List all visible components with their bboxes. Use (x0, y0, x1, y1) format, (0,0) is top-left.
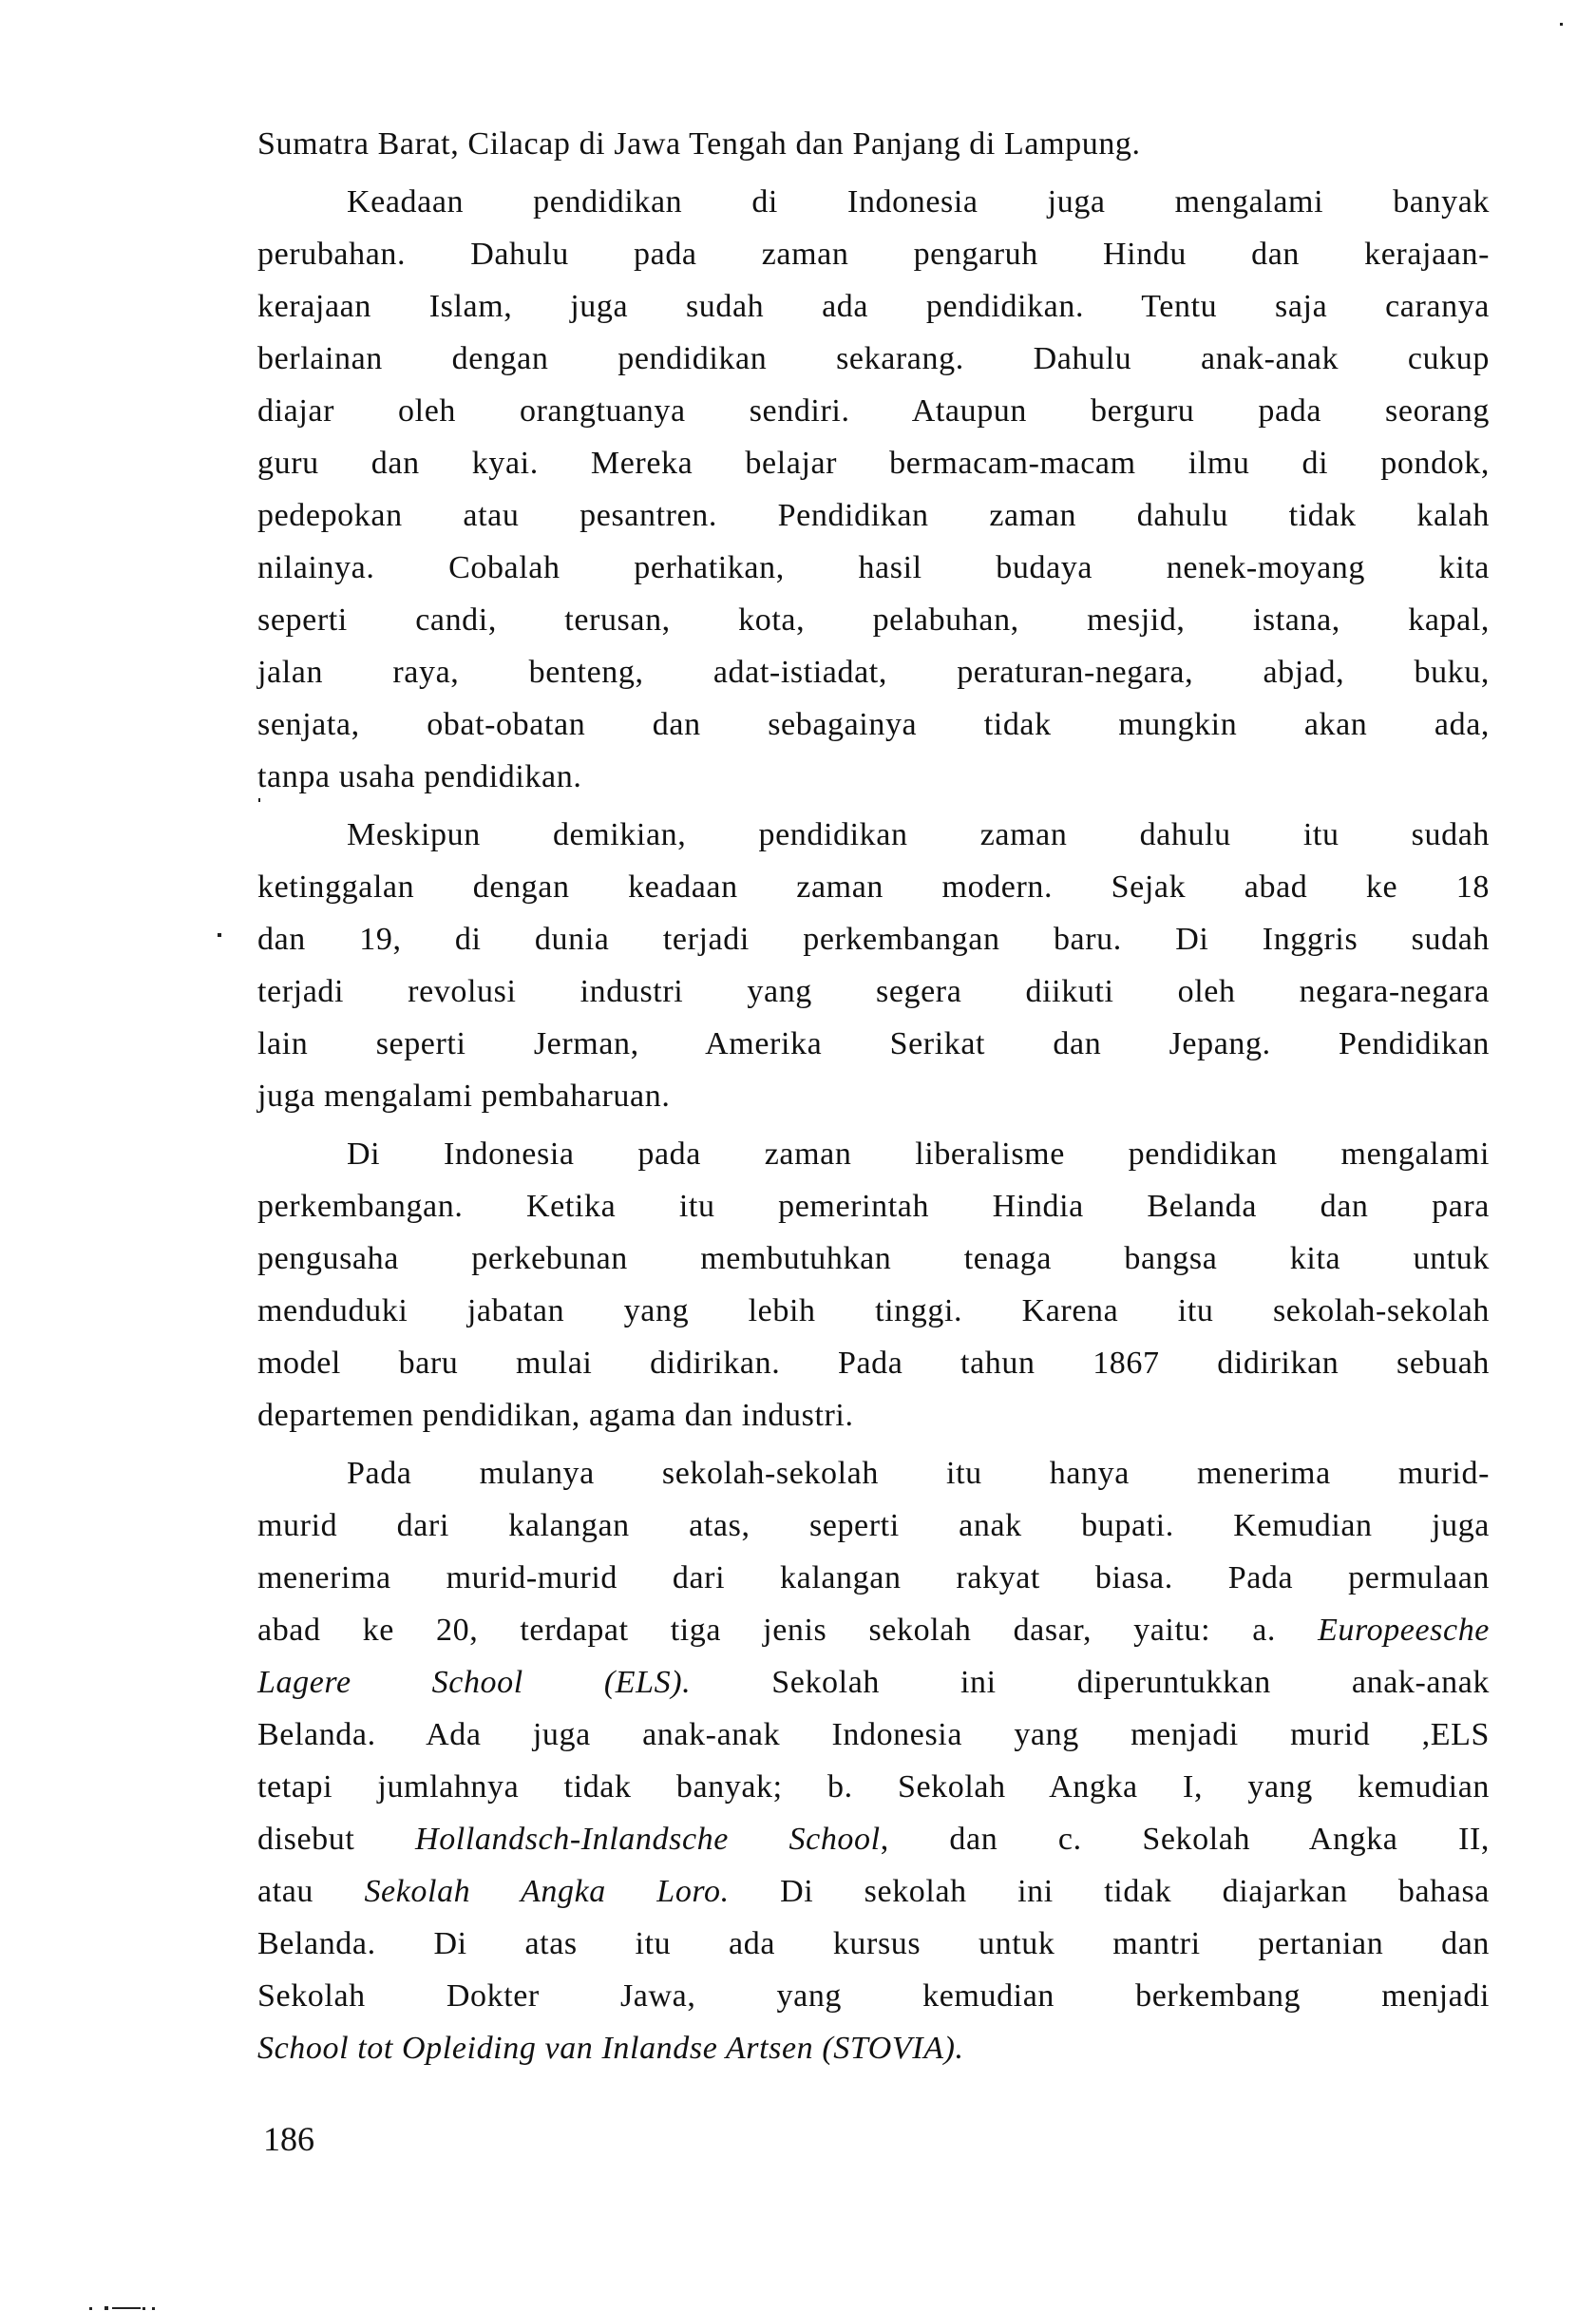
italic-term: Lagere School (ELS). (257, 1665, 692, 1700)
text-line: pedepokan atau pesantren. Pendidikan zaman dahulu tidak kalah (257, 498, 1490, 533)
text-line: menerima murid-murid dari kalangan rakyat biasa. Pada permulaan (257, 1560, 1490, 1595)
paragraph (257, 1447, 1490, 2074)
text-line: guru dan kyai. Mereka belajar bermacam-macam ilmu di pondok, (257, 446, 1490, 481)
paragraph (257, 1128, 1490, 1442)
italic-term: Hollandsch-Inlandsche School (415, 1822, 881, 1857)
text-line: ketinggalan dengan keadaan zaman modern. Sejak abad ke 18 (257, 869, 1490, 905)
paragraph (257, 809, 1490, 1122)
scan-speck (89, 2307, 92, 2310)
italic-term: School tot Opleiding van Inlandse Artsen (STOVIA). (257, 2031, 964, 2066)
body-text (257, 118, 1490, 2080)
text-line: nilainya. Cobalah perhatikan, hasil budaya nenek-moyang kita (257, 550, 1490, 585)
text-line (257, 1656, 1490, 1709)
scan-speck (142, 2307, 145, 2310)
text-line: departemen pendidikan, agama dan industri. (257, 1398, 854, 1433)
text-run: , dan c. Sekolah Angka II, (880, 1822, 1491, 1857)
text-line: jalan raya, benteng, adat-istiadat, peraturan-negara, abjad, buku, (257, 655, 1490, 690)
text-line: model baru mulai didirikan. Pada tahun 1867 didirikan sebuah (257, 1346, 1490, 1381)
text-line: menduduki jabatan yang lebih tinggi. Karena itu sekolah-sekolah (257, 1293, 1490, 1328)
scan-speck (218, 933, 221, 937)
text-run: atau (257, 1874, 365, 1909)
scan-speck (258, 798, 260, 802)
text-line: tanpa usaha pendidikan. (257, 759, 582, 794)
text-line: pengusaha perkebunan membutuhkan tenaga bangsa kita untuk (257, 1241, 1490, 1276)
text-line: Belanda. Di atas itu ada kursus untuk mantri pertanian dan (257, 1926, 1490, 1961)
page-number: 186 (263, 2120, 314, 2158)
text-line (257, 2022, 1490, 2074)
scan-speck (112, 2307, 141, 2309)
text-line (257, 1813, 1490, 1865)
text-line: berlainan dengan pendidikan sekarang. Dahulu anak-anak cukup (257, 341, 1490, 376)
text-line: Belanda. Ada juga anak-anak Indonesia yang menjadi murid ,ELS (257, 1717, 1490, 1752)
text-line (257, 1604, 1490, 1656)
text-line: perubahan. Dahulu pada zaman pengaruh Hindu dan kerajaan- (257, 237, 1490, 272)
paragraph (257, 118, 1490, 170)
paragraph (257, 176, 1490, 803)
text-line: perkembangan. Ketika itu pemerintah Hindia Belanda dan para (257, 1189, 1490, 1224)
text-line: terjadi revolusi industri yang segera diikuti oleh negara-negara (257, 974, 1490, 1009)
text-line: diajar oleh orangtuanya sendiri. Ataupun berguru pada seorang (257, 393, 1490, 429)
scan-speck (152, 2307, 155, 2310)
italic-term: Europeesche (1318, 1613, 1490, 1648)
text-line: juga mengalami pembaharuan. (257, 1079, 671, 1114)
text-line: Meskipun demikian, pendidikan zaman dahulu itu sudah (347, 817, 1490, 852)
scan-speck (1560, 23, 1563, 26)
text-line: Pada mulanya sekolah-sekolah itu hanya menerima murid- (347, 1456, 1490, 1491)
italic-term: Sekolah Angka Loro. (364, 1874, 730, 1909)
text-line: Keadaan pendidikan di Indonesia juga mengalami banyak (347, 184, 1490, 220)
text-line: seperti candi, terusan, kota, pelabuhan, mesjid, istana, kapal, (257, 602, 1490, 638)
text-run: Di sekolah ini tidak diajarkan bahasa (729, 1874, 1490, 1909)
text-run: disebut (257, 1822, 416, 1857)
scan-speck (104, 2306, 108, 2310)
text-line: dan 19, di dunia terjadi perkembangan baru. Di Inggris sudah (257, 922, 1490, 957)
text-line: lain seperti Jerman, Amerika Serikat dan Jepang. Pendidikan (257, 1026, 1490, 1061)
text-line: murid dari kalangan atas, seperti anak bupati. Kemudian juga (257, 1508, 1490, 1543)
text-line: Sumatra Barat, Cilacap di Jawa Tengah dan Panjang di Lampung. (257, 126, 1141, 162)
text-run: abad ke 20, terdapat tiga jenis sekolah dasar, yaitu: a. (257, 1613, 1319, 1648)
text-line: kerajaan Islam, juga sudah ada pendidikan. Tentu saja caranya (257, 289, 1490, 324)
text-run: Sekolah ini diperuntukkan anak-anak (691, 1665, 1490, 1700)
text-line: senjata, obat-obatan dan sebagainya tidak mungkin akan ada, (257, 707, 1490, 742)
text-line: Sekolah Dokter Jawa, yang kemudian berkembang menjadi (257, 1978, 1490, 2014)
text-line (257, 1865, 1490, 1918)
text-line: tetapi jumlahnya tidak banyak; b. Sekolah Angka I, yang kemudian (257, 1769, 1490, 1805)
text-line: Di Indonesia pada zaman liberalisme pendidikan mengalami (347, 1136, 1490, 1172)
